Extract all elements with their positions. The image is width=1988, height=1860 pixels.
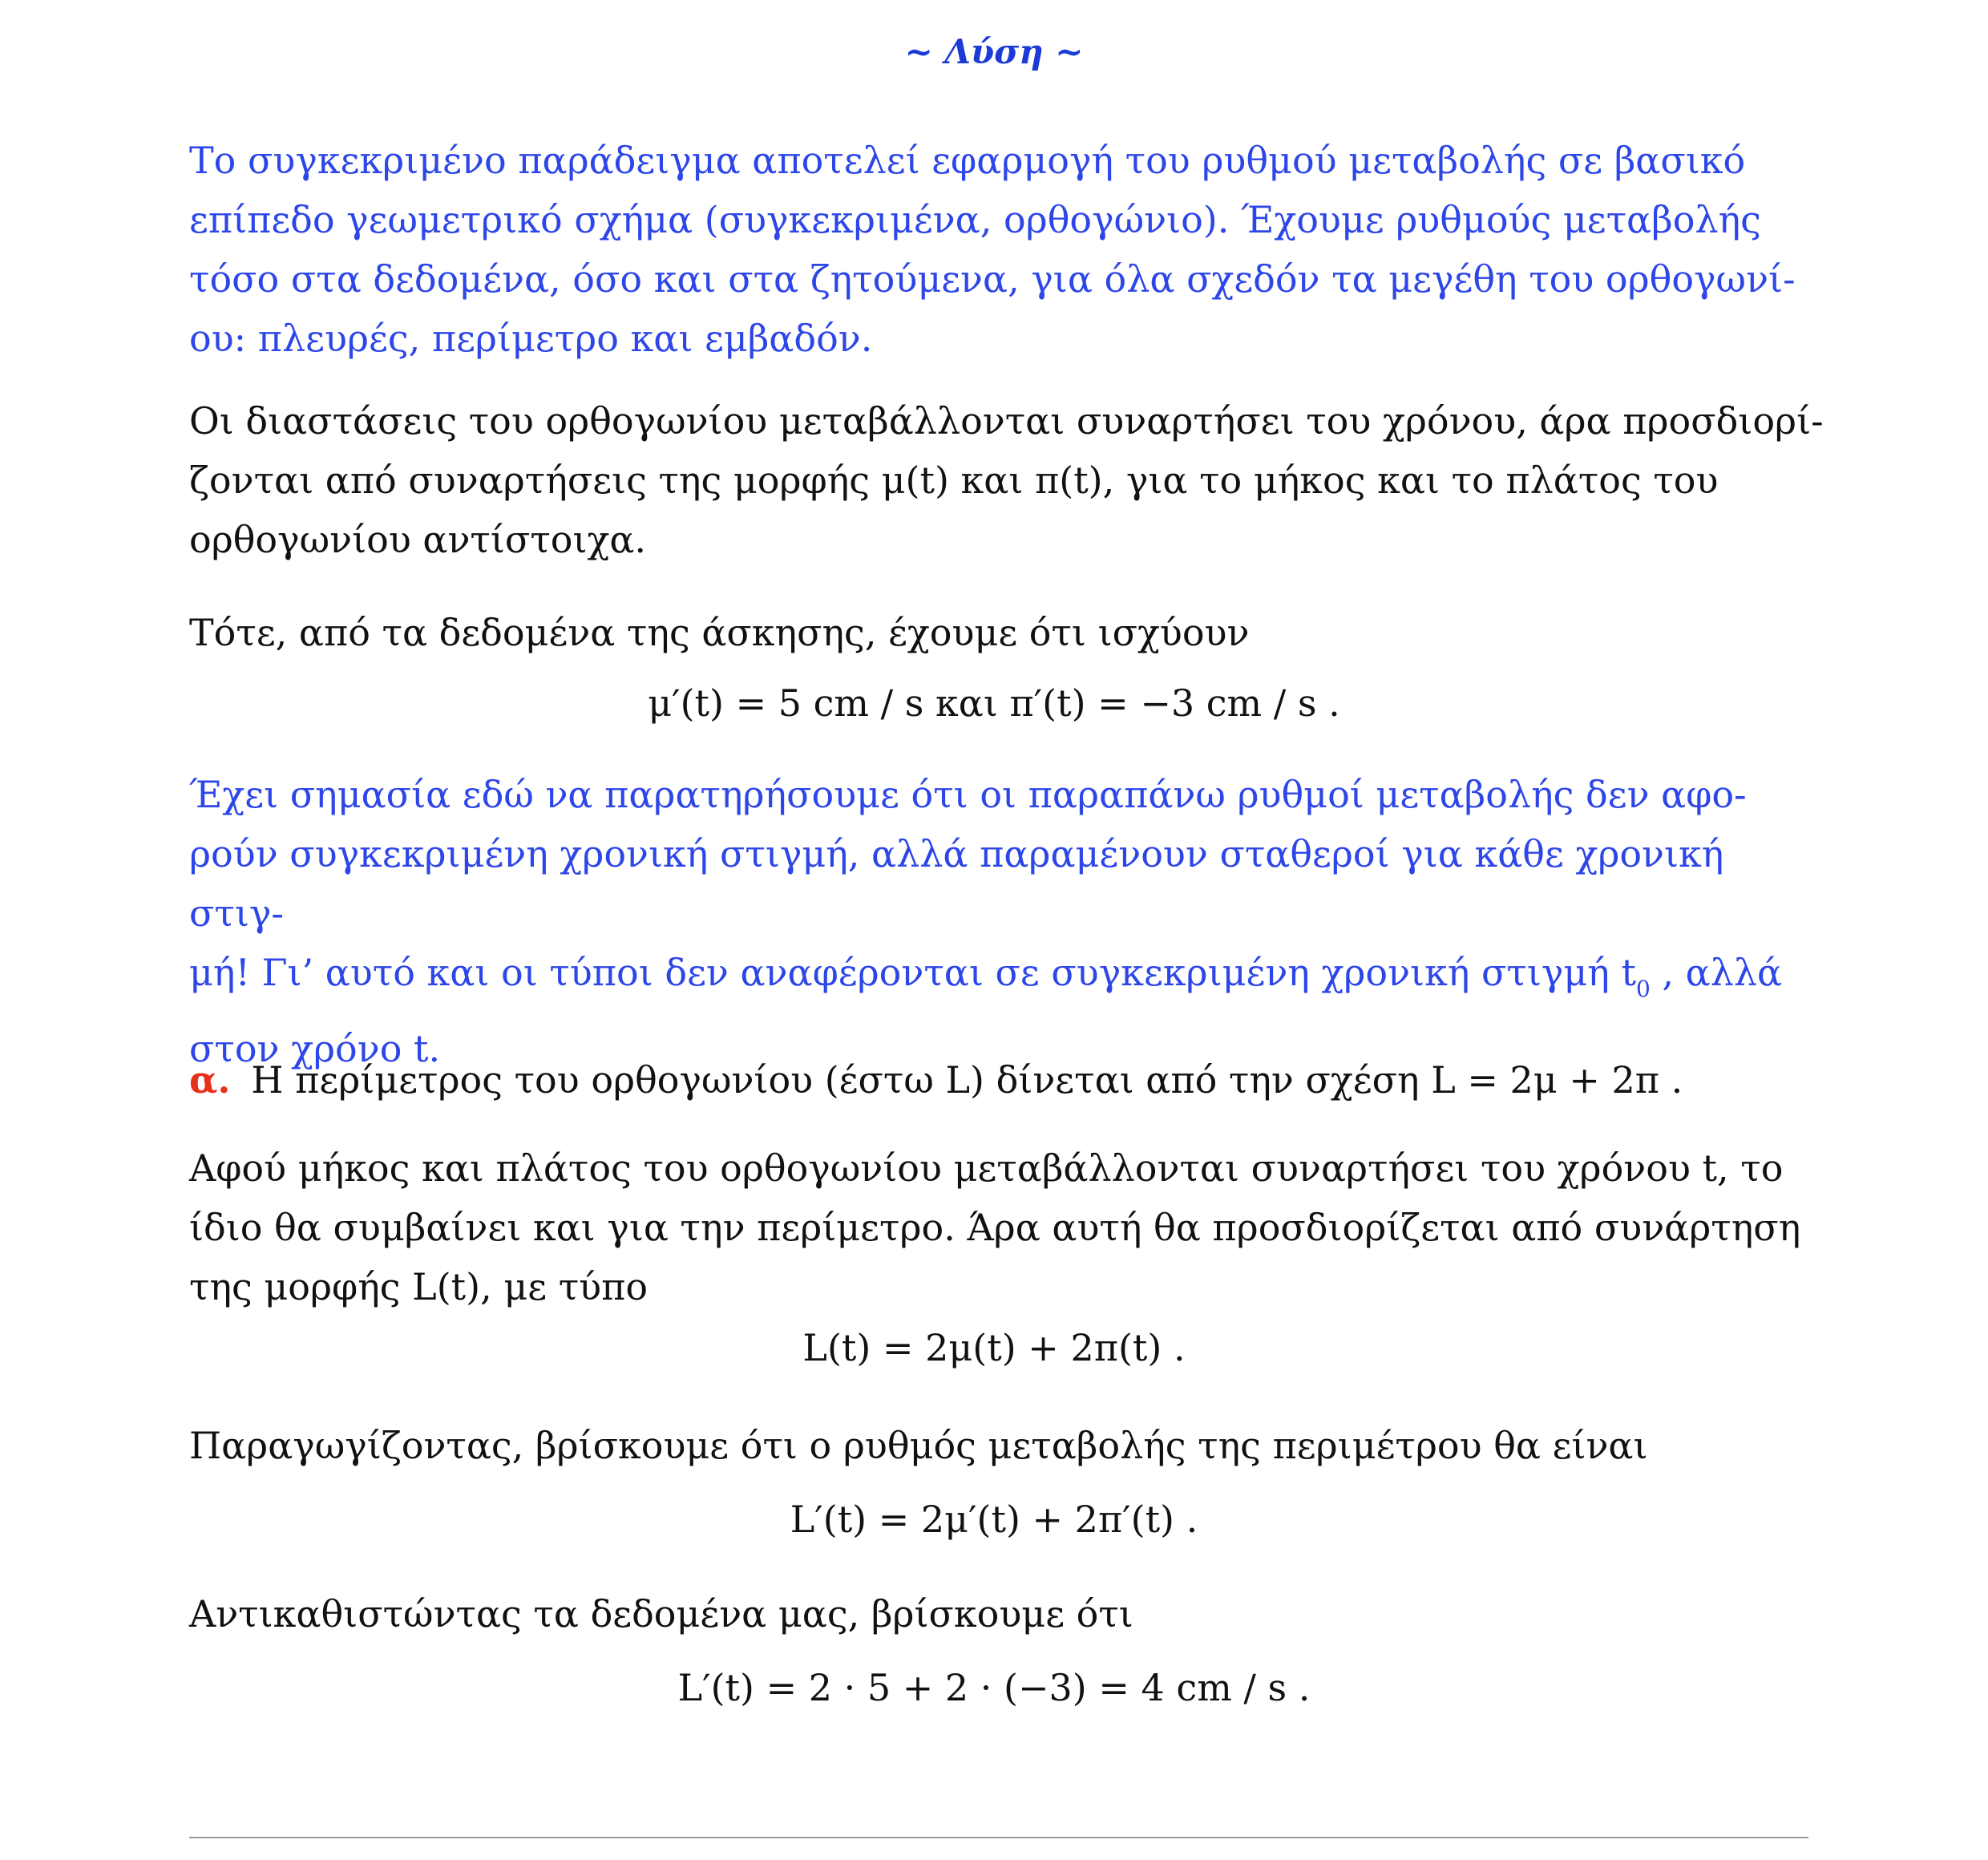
dimensions-line: Οι διαστάσεις του ορθογωνίου μεταβάλλονται συναρτήσει του χρόνου, άρα προσδιορί- [189, 399, 1824, 443]
note-line: Έχει σημασία εδώ να παρατηρήσουμε ότι οι παραπάνω ρυθμοί μεταβολής δεν αφο- [189, 773, 1747, 816]
part-a-text: Η περίμετρος του ορθογωνίου (έστω L) δίνεται από την σχέση L = 2μ + 2π . [251, 1058, 1683, 1102]
given-text: Τότε, από τα δεδομένα της άσκησης, έχουμε ότι ισχύουν [189, 611, 1250, 654]
intro-line: Το συγκεκριμένο παράδειγμα αποτελεί εφαρμογή του ρυθμού μεταβολής σε βασικό [189, 139, 1746, 182]
substitution-paragraph [189, 1584, 1824, 1644]
intro-line: επίπεδο γεωμετρικό σχήμα (συγκεκριμένα, ορθογώνιο). Έχουμε ρυθμούς μεταβολής [189, 198, 1761, 241]
note-line [189, 943, 1824, 1019]
perimeter-line: Αφού μήκος και πλάτος του ορθογωνίου μεταβάλλονται συναρτήσει του χρόνου t, το [189, 1146, 1784, 1190]
intro-paragraph [189, 131, 1824, 368]
intro-line: τόσο στα δεδομένα, όσο και στα ζητούμενα, για όλα σχεδόν τα μεγέθη του ορθογωνί- [189, 257, 1796, 301]
solution-title: ~ Λύση ~ [904, 32, 1084, 71]
derivative-paragraph [189, 1416, 1824, 1475]
substitution-equation: L′(t) = 2 · 5 + 2 · (−3) = 4 cm / s . [677, 1666, 1311, 1709]
derivative-text: Παραγωγίζοντας, βρίσκουμε ότι ο ρυθμός μεταβολής της περιμέτρου θα είναι [189, 1424, 1648, 1467]
given-paragraph [189, 603, 1824, 662]
perimeter-line: ίδιο θα συμβαίνει και για την περίμετρο. Άρα αυτή θα προσδιορίζεται από συνάρτηση [189, 1206, 1801, 1249]
note-line3-text: μή! Γι’ αυτό και οι τύποι δεν αναφέρονται σε συγκεκριμένη χρονική στιγμή t [189, 951, 1636, 994]
dimensions-line: ορθογωνίου αντίστοιχα. [189, 518, 647, 561]
dimensions-paragraph [189, 391, 1824, 569]
derivative-equation: L′(t) = 2μ′(t) + 2π′(t) . [790, 1498, 1198, 1541]
bottom-divider [189, 1837, 1808, 1838]
intro-line: ου: πλευρές, περίμετρο και εμβαδόν. [189, 317, 873, 360]
part-a-label: α. [189, 1058, 231, 1102]
note-paragraph [189, 765, 1824, 1078]
dimensions-line: ζονται από συναρτήσεις της μορφής μ(t) και π(t), για το μήκος και το πλάτος του [189, 459, 1719, 502]
substitution-text: Αντικαθιστώντας τα δεδομένα μας, βρίσκουμε ότι [189, 1592, 1133, 1636]
note-line: στον χρόνο t. [189, 1027, 441, 1070]
perimeter-paragraph [189, 1138, 1824, 1316]
perimeter-line: της μορφής L(t), με τύπο [189, 1265, 649, 1308]
t-zero-subscript: 0 [1635, 976, 1651, 1002]
given-equation: μ′(t) = 5 cm / s και π′(t) = −3 cm / s . [648, 681, 1340, 725]
perimeter-equation: L(t) = 2μ(t) + 2π(t) . [802, 1326, 1186, 1369]
note-line3-tail: , αλλά [1650, 951, 1783, 994]
note-line: ρούν συγκεκριμένη χρονική στιγμή, αλλά παραμένουν σταθεροί για κάθε χρονική στιγ- [189, 832, 1724, 935]
part-a-paragraph [189, 1050, 1824, 1110]
